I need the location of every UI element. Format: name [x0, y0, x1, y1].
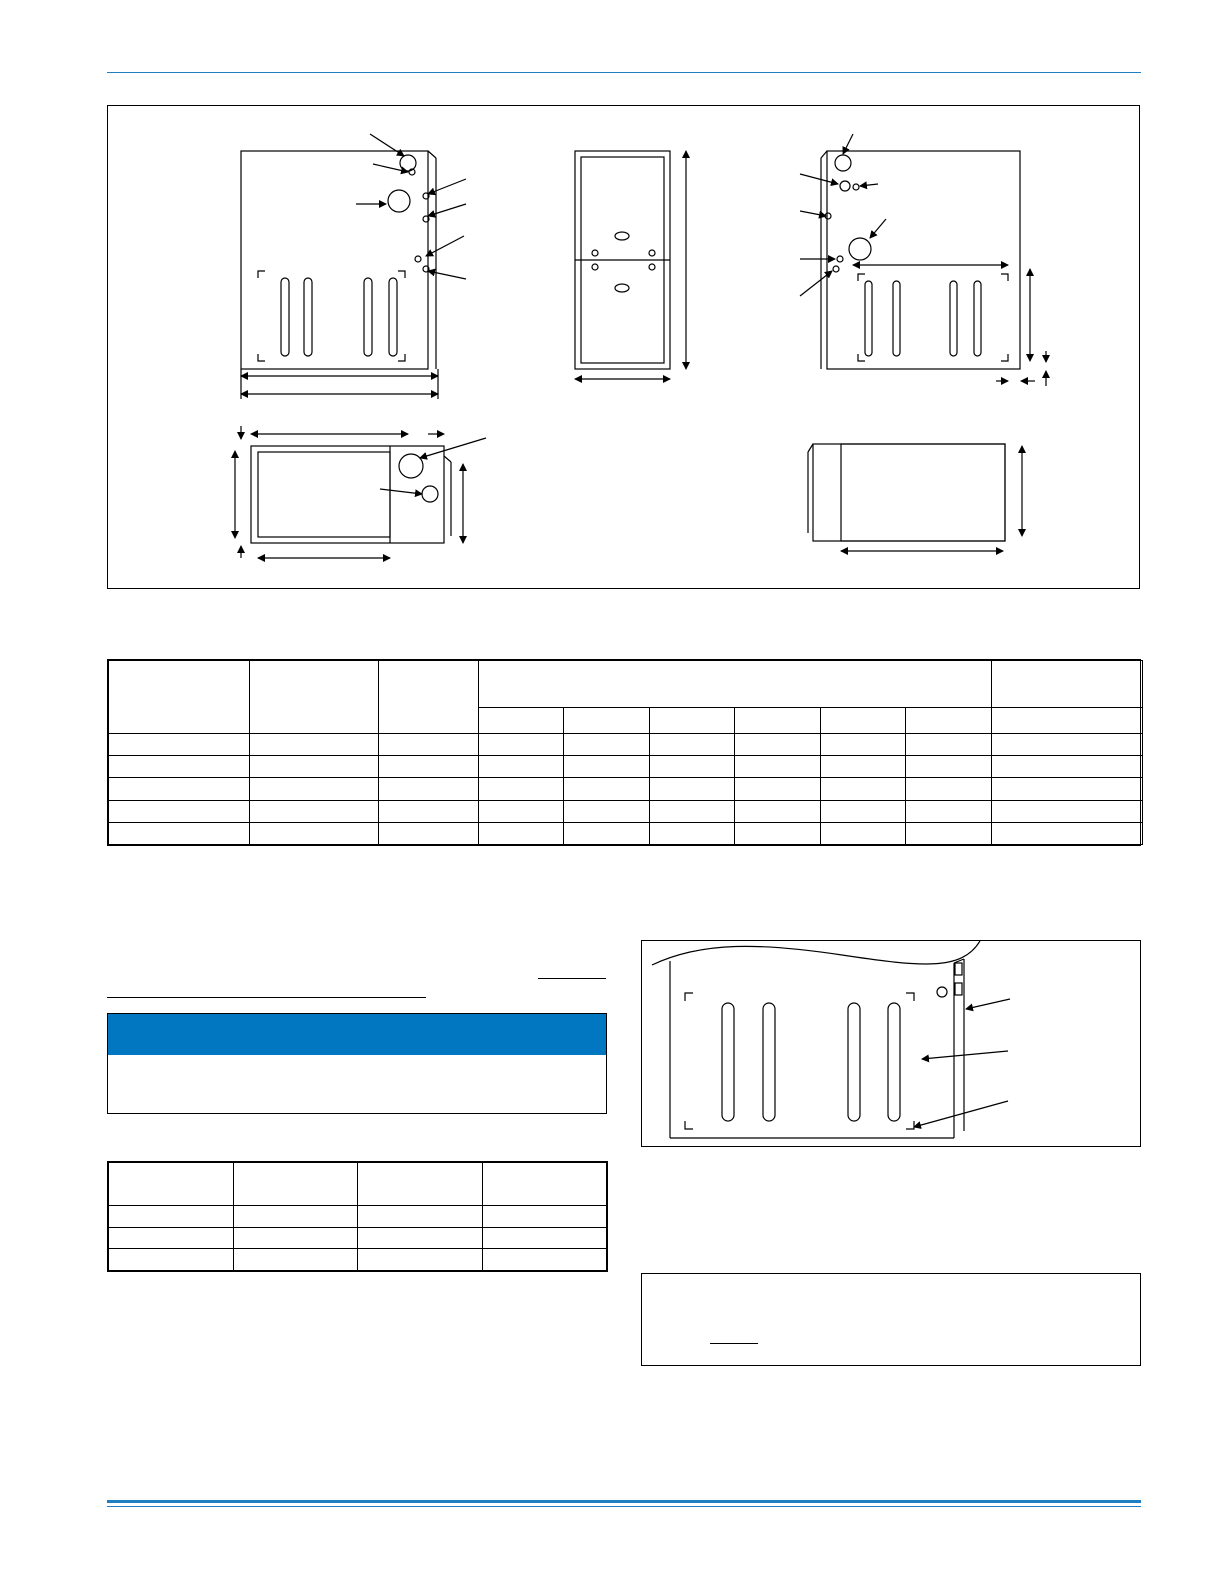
top-view	[235, 426, 486, 558]
bottom-view	[808, 444, 1022, 551]
header-cell	[109, 661, 250, 734]
footer-rule	[107, 1500, 1141, 1503]
footer-rule-thin	[107, 1506, 1141, 1507]
header-cell	[906, 708, 992, 734]
small-table	[107, 1161, 608, 1272]
table-row	[109, 778, 1143, 800]
dimensions-figure	[107, 105, 1140, 589]
dimensions-table	[107, 659, 1141, 846]
dimensions-grid	[108, 660, 1143, 845]
underline-rule	[107, 997, 426, 998]
table-row	[109, 756, 1143, 778]
table-row	[109, 1206, 607, 1228]
underline-rule	[710, 1343, 758, 1344]
table-row	[109, 734, 1143, 756]
header-rule	[107, 72, 1141, 73]
table-header-row	[109, 661, 1143, 708]
side-panel-drawing	[642, 941, 1141, 1147]
left-side-view	[241, 134, 466, 399]
warning-header	[108, 1014, 606, 1055]
header-cell	[992, 661, 1143, 708]
table-row	[109, 800, 1143, 822]
table-row	[109, 1249, 607, 1271]
header-cell	[564, 708, 650, 734]
front-view	[575, 151, 686, 379]
side-panel-figure	[641, 940, 1141, 1147]
header-cell	[379, 661, 479, 734]
table-row	[109, 822, 1143, 844]
note-box	[641, 1273, 1141, 1366]
header-cell	[650, 708, 735, 734]
header-cell	[735, 708, 821, 734]
warning-box	[107, 1013, 607, 1114]
underline-rule	[538, 978, 606, 979]
dimensions-drawing	[108, 106, 1141, 590]
right-side-view	[800, 134, 1046, 386]
header-cell	[992, 708, 1143, 734]
small-grid	[108, 1162, 607, 1271]
header-cell	[479, 661, 992, 708]
header-cell	[250, 661, 379, 734]
table-header-row	[109, 1163, 607, 1206]
header-cell	[821, 708, 906, 734]
table-row	[109, 1227, 607, 1249]
header-cell	[479, 708, 564, 734]
